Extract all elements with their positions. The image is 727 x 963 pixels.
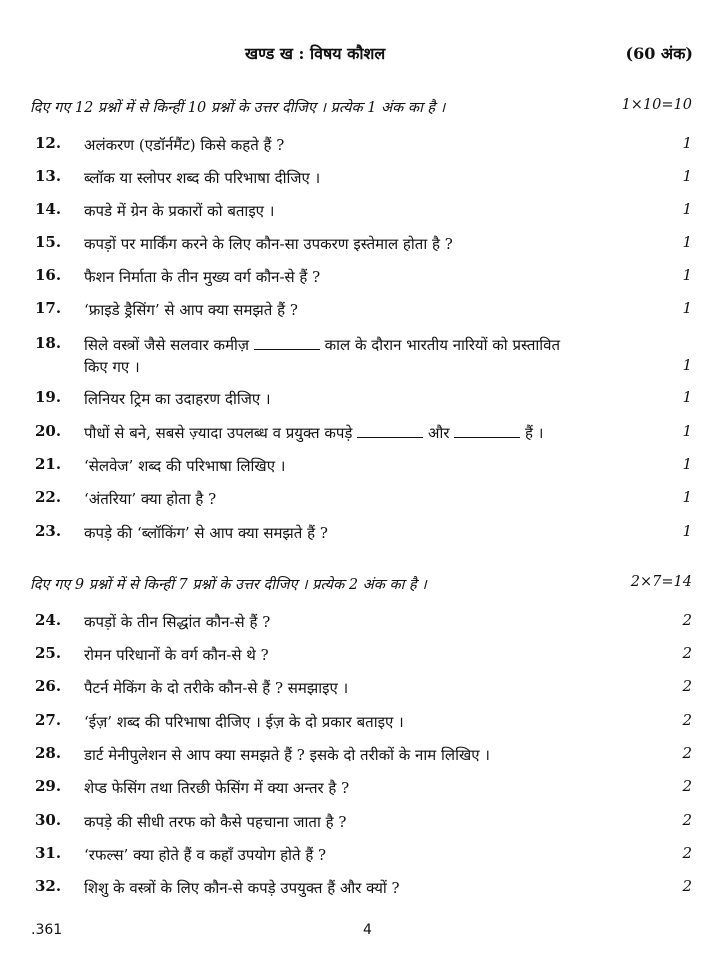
section-title: खण्ड ख : विषय कौशल [245, 44, 386, 63]
question-mark: 2 [682, 844, 692, 862]
question-mark: 2 [682, 777, 692, 795]
question-number: 20. [35, 422, 62, 440]
fill-blank [357, 423, 423, 438]
question-number: 12. [35, 134, 62, 152]
question-number: 28. [35, 744, 62, 762]
question-text: रोमन परिधानों के वर्ग कौन-से थे ? [84, 646, 269, 664]
question-number: 15. [35, 233, 62, 251]
question-mark: 1 [682, 422, 692, 440]
question-mark: 1 [682, 233, 692, 251]
question-mark: 2 [682, 644, 692, 662]
question-text: कपडे में ग्रेन के प्रकारों को बताइए । [84, 202, 275, 220]
question-text: कपड़े की ‘ब्लॉकिंग’ से आप क्या समझते हैं ? [84, 524, 328, 542]
question-mark: 1 [682, 522, 692, 540]
question-mark: 2 [682, 744, 692, 762]
question-mark: 2 [682, 677, 692, 695]
question-number: 21. [35, 455, 62, 473]
section-total-marks: (60 अंक) [625, 44, 693, 63]
question-number: 27. [35, 711, 62, 729]
question-number: 14. [35, 200, 62, 218]
question-mark: 2 [682, 611, 692, 629]
question-number: 30. [35, 811, 62, 829]
paper-code: .361 [31, 922, 63, 938]
question-text: कपड़े की सीधी तरफ को कैसे पहचाना जाता है ? [84, 813, 347, 831]
question-text: अलंकरण (एडॉर्नमैंट) किसे कहते हैं ? [84, 136, 285, 154]
question-text: पैटर्न मेकिंग के दो तरीके कौन-से हैं ? समझाइए । [84, 679, 349, 697]
fill-blank [454, 423, 520, 438]
question-text-part: किए गए । [84, 358, 140, 376]
question-text: कपड़ों के तीन सिद्धांत कौन-से हैं ? [84, 613, 271, 631]
question-row [30, 334, 692, 378]
question-number: 17. [35, 299, 62, 317]
question-number: 31. [35, 844, 62, 862]
question-number: 29. [35, 777, 62, 795]
question-text: डार्ट मेनीपुलेशन से आप क्या समझते हैं ? इसके दो तरीकों के नाम लिखिए । [84, 746, 490, 764]
question-mark: 1 [682, 167, 692, 185]
question-mark: 2 [682, 811, 692, 829]
question-mark: 1 [682, 200, 692, 218]
section1-marks: 1×10=10 [621, 97, 692, 113]
question-number: 24. [35, 611, 62, 629]
question-number: 13. [35, 167, 62, 185]
question-text-part: काल के दौरान भारतीय नारियों को प्रस्तावित [324, 336, 561, 354]
question-mark: 2 [682, 711, 692, 729]
question-mark: 1 [682, 266, 692, 284]
question-mark: 1 [682, 299, 692, 317]
question-number: 22. [35, 488, 62, 506]
question-number: 18. [35, 334, 62, 352]
question-text: ‘रफल्स’ क्या होते हैं व कहाँ उपयोग होते हैं ? [84, 846, 327, 864]
question-mark: 1 [682, 388, 692, 406]
fill-blank [254, 335, 320, 350]
section2-instruction: दिए गए 9 प्रश्नों में से किन्हीं 7 प्रश्नों के उत्तर दीजिए । प्रत्येक 2 अंक का है । [30, 577, 427, 593]
question-text: फैशन निर्माता के तीन मुख्य वर्ग कौन-से हैं ? [84, 268, 321, 286]
question-number: 32. [35, 877, 62, 895]
question-mark: 1 [682, 356, 692, 374]
question-text: कपड़ों पर मार्किंग करने के लिए कौन-सा उपकरण इस्तेमाल होता है ? [84, 235, 453, 253]
question-text: ब्लॉक या स्लोपर शब्द की परिभाषा दीजिए । [84, 169, 321, 187]
question-text: लिनियर ट्रिम का उदाहरण दीजिए । [84, 390, 271, 408]
question-text: ‘ईज़’ शब्द की परिभाषा दीजिए । ईज़ के दो प्रकार बताइए । [84, 713, 404, 731]
question-text [84, 422, 664, 444]
question-text-part: और [427, 424, 450, 442]
question-mark: 1 [682, 488, 692, 506]
section1-instruction: दिए गए 12 प्रश्नों में से किन्हीं 10 प्रश्नों के उत्तर दीजिए । प्रत्येक 1 अंक का है । [30, 100, 446, 116]
question-number: 25. [35, 644, 62, 662]
question-text: शेप्ड फेसिंग तथा तिरछी फेसिंग में क्या अन्तर है ? [84, 779, 350, 797]
question-mark: 1 [682, 134, 692, 152]
question-text-part: हैं । [525, 424, 544, 442]
question-mark: 2 [682, 877, 692, 895]
question-number: 16. [35, 266, 62, 284]
question-text [84, 334, 664, 378]
question-text: ‘अंतरिया’ क्या होता है ? [84, 490, 217, 508]
section2-marks: 2×7=14 [630, 574, 692, 590]
section-header [0, 42, 727, 68]
question-text-part: सिले वस्त्रों जैसे सलवार कमीज़ [84, 336, 250, 354]
question-mark: 1 [682, 455, 692, 473]
question-text-part: पौधों से बने, सबसे ज़्यादा उपलब्ध व प्रयुक्त कपड़े [84, 424, 353, 442]
question-number: 23. [35, 522, 62, 540]
question-number: 26. [35, 677, 62, 695]
question-text: ‘सेलवेज’ शब्द की परिभाषा लिखिए । [84, 457, 286, 475]
question-number: 19. [35, 388, 62, 406]
question-text: शिशु के वस्त्रों के लिए कौन-से कपड़े उपयुक्त हैं और क्यों ? [84, 879, 400, 897]
page-number: 4 [363, 922, 372, 938]
question-text: ‘फ्राइडे ड्रैसिंग’ से आप क्या समझते हैं ? [84, 301, 298, 319]
